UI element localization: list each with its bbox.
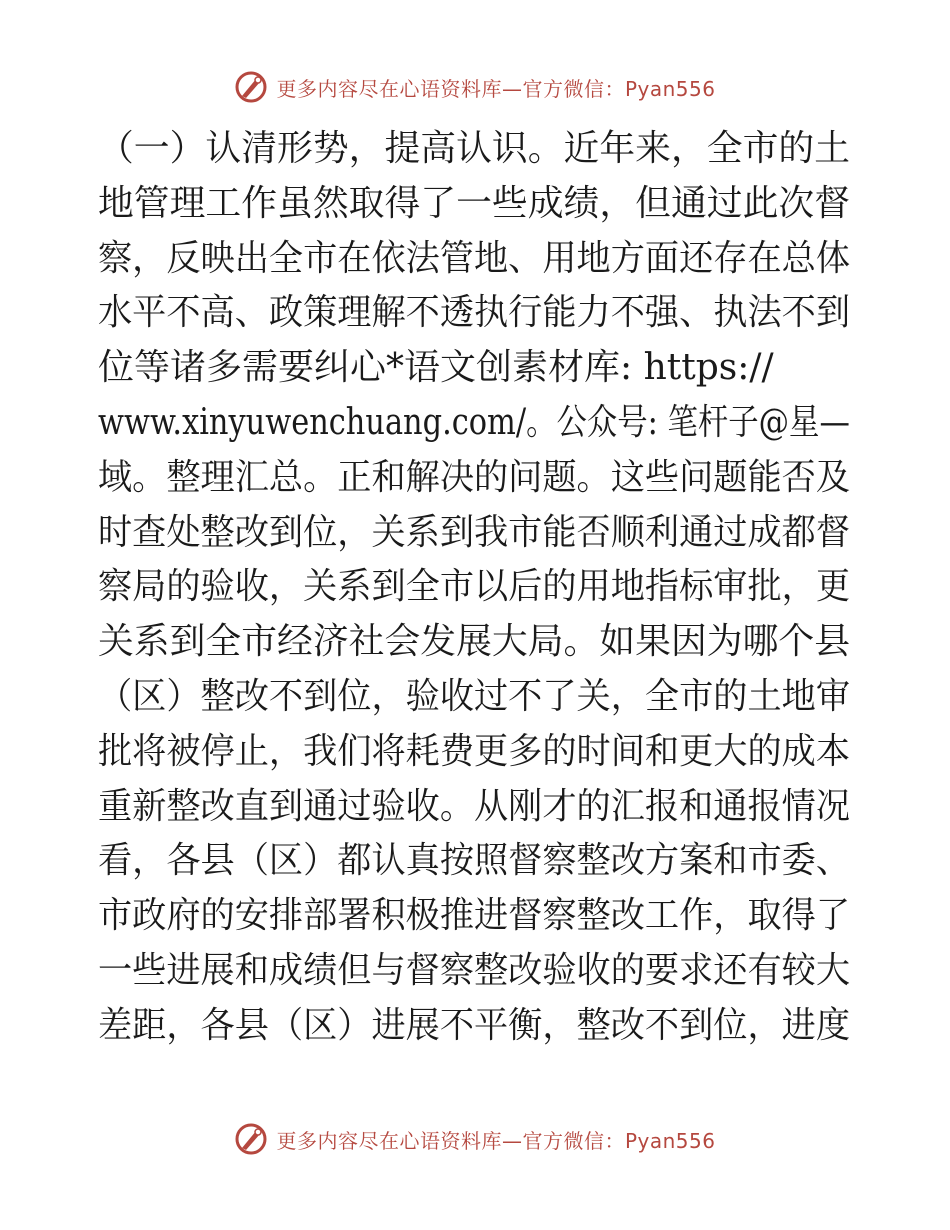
body-line: 批将被停止，我们将耗费更多的时间和更大的成本 <box>98 730 851 772</box>
body-line: 域。整理汇总。正和解决的问题。这些问题能否及 <box>98 456 851 498</box>
footer-banner-text: 更多内容尽在心语资料库—官方微信：Pyan556 <box>276 1128 716 1153</box>
body-line: 一些进展和成绩但与督察整改验收的要求还有较大 <box>98 949 851 991</box>
body-line: 地管理工作虽然取得了一些成绩，但通过此次督 <box>98 182 851 224</box>
body-line: 关系到全市经济社会发展大局。如果因为哪个县 <box>98 621 851 663</box>
body-line: 位等诸多需要纠心*语文创素材库: https:// <box>98 347 774 389</box>
body-line: www.xinyuwenchuang.com/。公众号: 笔杆子@星— <box>98 401 850 443</box>
header-banner-text: 更多内容尽在心语资料库—官方微信：Pyan556 <box>276 76 716 101</box>
body-line: （一）认清形势，提高认识。近年来，全市的土 <box>98 128 851 169</box>
body-line: 市政府的安排部署积极推进督察整改工作，取得了 <box>98 895 851 937</box>
quill-pen-circle-icon <box>234 1122 268 1156</box>
quill-pen-circle-icon <box>234 70 268 104</box>
body-line: 水平不高、政策理解不透执行能力不强、执法不到 <box>98 292 851 334</box>
body-line: 重新整改直到通过验收。从刚才的汇报和通报情况 <box>98 785 851 827</box>
body-line: 察局的验收，关系到全市以后的用地指标审批，更 <box>98 566 851 608</box>
body-line: 差距，各县（区）进展不平衡，整改不到位，进度 <box>98 1004 851 1046</box>
body-line: 看，各县（区）都认真按照督察整改方案和市委、 <box>98 840 851 882</box>
body-line: 时查处整改到位，关系到我市能否顺利通过成都督 <box>98 511 851 553</box>
body-line: （区）整改不到位，验收过不了关，全市的土地审 <box>98 675 851 717</box>
footer-banner <box>0 1122 950 1156</box>
header-banner <box>0 70 950 104</box>
body-line: 察，反映出全市在依法管地、用地方面还存在总体 <box>98 237 851 279</box>
document-body <box>98 122 850 1054</box>
